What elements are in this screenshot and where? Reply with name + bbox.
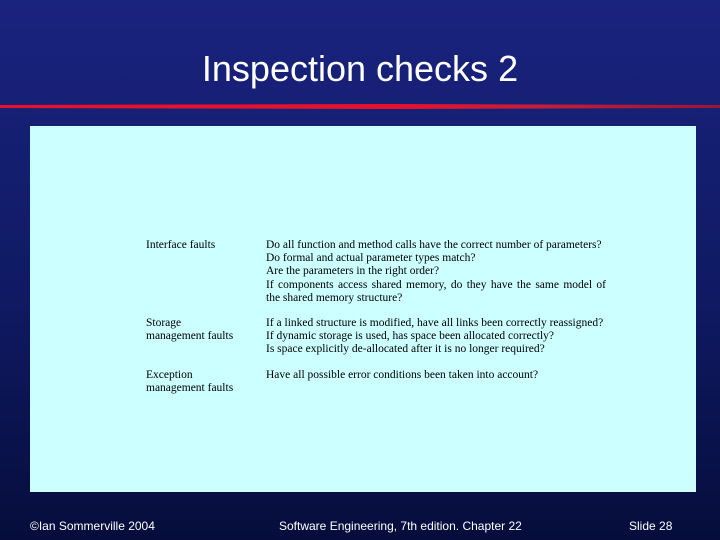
check-item: Do all function and method calls have the correct number of parameters? [266,239,602,251]
check-item: Have all possible error conditions been taken into account? [266,368,539,381]
check-list [266,239,606,305]
check-item: If dynamic storage is used, has space been allocated correctly? [266,330,555,343]
slide-title: Inspection checks 2 [201,48,519,89]
table-row [146,369,606,395]
fault-category: Exception management faults [146,368,234,394]
check-item: If components access shared memory, do they have the same model of the shared memory structure? [266,278,606,304]
fault-category: Interface faults [146,239,216,251]
footer-slide-number: Slide 28 [629,519,673,533]
footer-copyright: ©Ian Sommerville 2004 [30,519,155,533]
fault-category: Storage management faults [146,317,234,343]
check-item: Is space explicitly de-allocated after it is no longer required? [266,343,545,356]
inspection-checks-table [146,239,606,395]
check-item: Do formal and actual parameter types match? [266,252,476,265]
check-item: If a linked structure is modified, have all links been correctly reassigned? [266,317,604,330]
footer-book-title: Software Engineering, 7th edition. Chapter 22 [279,519,522,533]
table-row [146,239,606,305]
check-item: Are the parameters in the right order? [266,265,440,278]
table-row [146,317,606,357]
content-panel [30,126,696,492]
check-list [266,317,606,357]
check-list [266,369,606,395]
title-underline [0,104,720,109]
